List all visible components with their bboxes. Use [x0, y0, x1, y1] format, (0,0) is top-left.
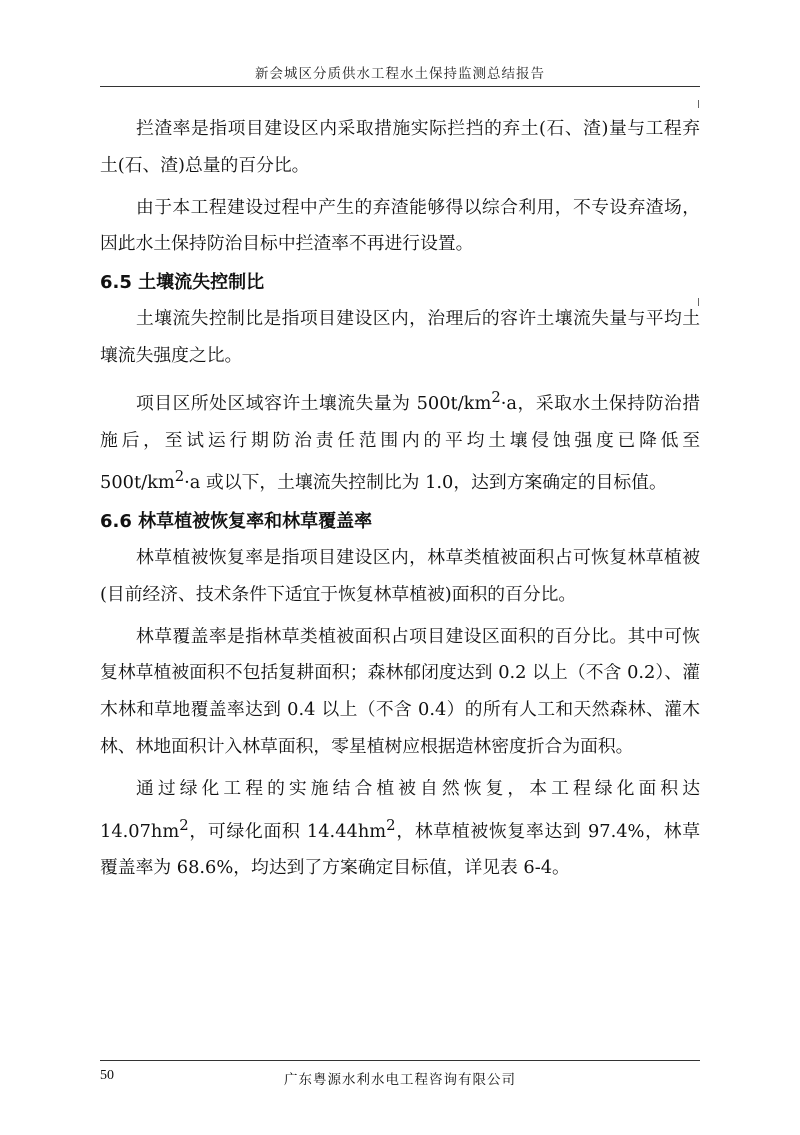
footer-company: 广东粤源水利水电工程咨询有限公司 — [284, 1072, 516, 1088]
margin-mark — [698, 100, 699, 108]
header-rule — [100, 86, 700, 87]
paragraph-slag-retention-definition: 拦渣率是指项目建设区内采取措施实际拦挡的弃土(石、渣)量与工程弃土(石、渣)总量的百分比。 — [100, 118, 700, 176]
text-run: ，可绿化面积 14.44hm — [188, 820, 387, 842]
text-run: ·a 或以下，土壤流失控制比为 1.0，达到方案确定的目标值。 — [184, 472, 667, 494]
page-number: 50 — [100, 1068, 114, 1083]
page-header: 新会城区分质供水工程水土保持监测总结报告 — [255, 66, 545, 82]
paragraph-vegetation-result — [100, 771, 700, 887]
document-body — [100, 111, 700, 887]
text-run: ·a，采取水土保持防治措施后，至试运行期防治责任范围内的平均土壤侵蚀强度已降低至 500t/km — [100, 392, 700, 494]
text-run: 项目区所处区域容许土壤流失量为 500t/km — [136, 392, 492, 414]
superscript: 2 — [491, 388, 501, 406]
superscript: 2 — [174, 468, 185, 486]
section-heading-6-5: 6.5 土壤流失控制比 — [100, 272, 265, 294]
text-run: 通过绿化工程的实施结合植被自然恢复，本工程绿化面积达 14.07hm — [100, 777, 700, 842]
section-heading-6-6: 6.6 林草植被恢复率和林草覆盖率 — [100, 511, 373, 533]
footer-rule — [100, 1060, 700, 1061]
paragraph-slag-retention-note: 由于本工程建设过程中产生的弃渣能够得以综合利用，不专设弃渣场，因此水土保持防治目标中拦渣率不再进行设置。 — [100, 196, 700, 255]
paragraph-vegetation-coverage-definition: 林草覆盖率是指林草类植被面积占项目建设区面积的百分比。其中可恢复林草植被面积不包括复耕面积；森林郁闭度达到 0.2 以上（不含 0.2）、灌木林和草地覆盖率达到 0.4 以上（不含 0.4）的所有人工和天然森林、灌木林、林地面积计入林草面积，零星植树应根据造林密度折合为面积。 — [100, 625, 700, 757]
paragraph-soil-loss-definition: 土壤流失控制比是指项目建设区内，治理后的容许土壤流失量与平均土壤流失强度之比。 — [100, 308, 700, 366]
superscript: 2 — [386, 816, 396, 834]
superscript: 2 — [179, 816, 189, 834]
paragraph-vegetation-recovery-definition: 林草植被恢复率是指项目建设区内，林草类植被面积占可恢复林草植被(目前经济、技术条件下适宜于恢复林草植被)面积的百分比。 — [100, 547, 700, 605]
paragraph-soil-loss-result — [100, 380, 700, 502]
text-run: ，林草植被恢复率达到 97.4%，林草覆盖率为 68.6%，均达到了方案确定目标值，详见表 6-4。 — [100, 820, 701, 879]
